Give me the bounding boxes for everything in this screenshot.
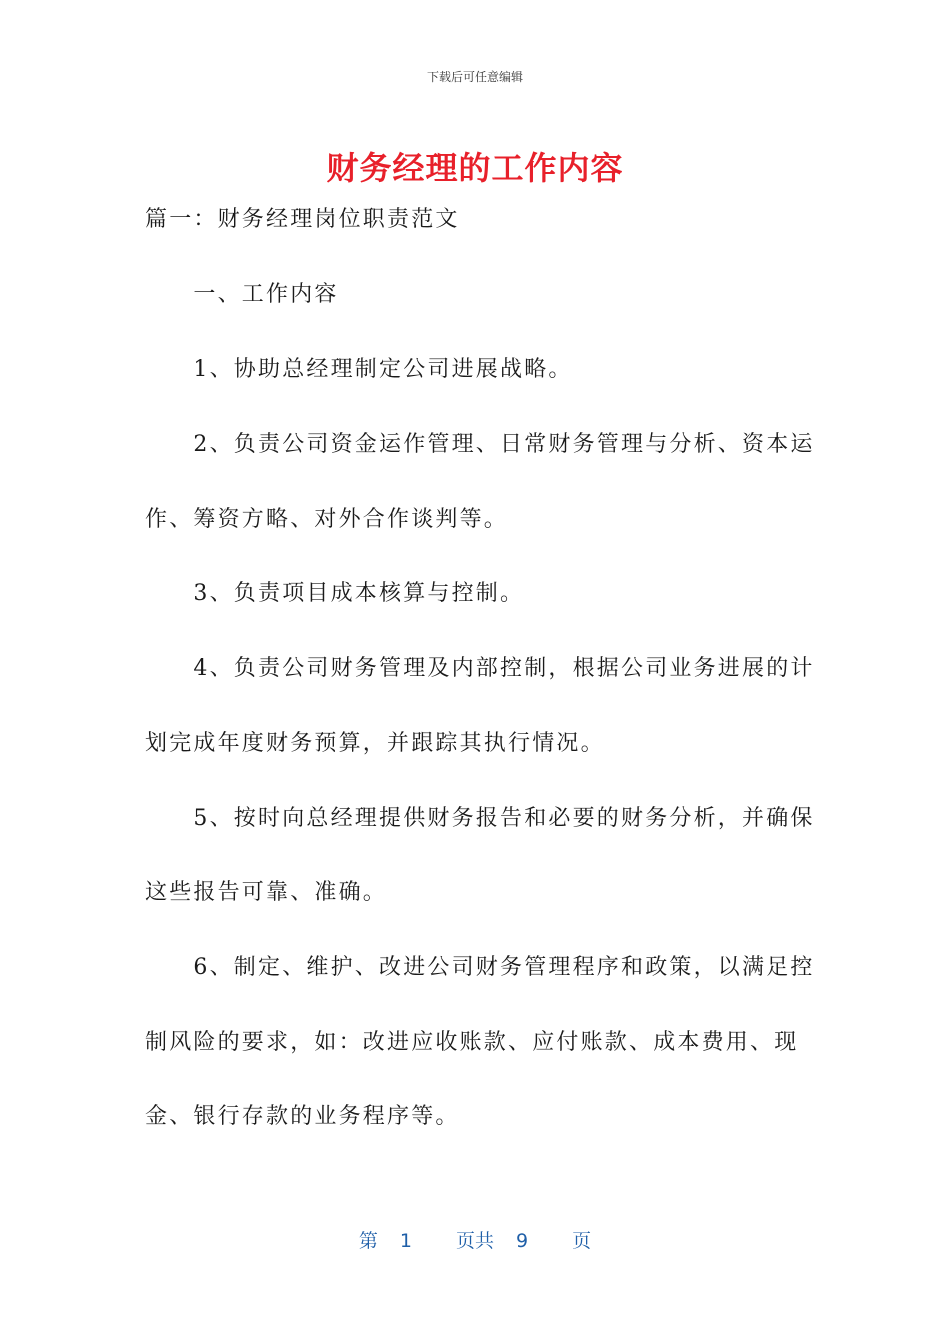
paragraph-line: 2、负责公司资金运作管理、日常财务管理与分析、资本运: [145, 432, 815, 457]
section-heading: 篇一：财务经理岗位职责范文: [145, 207, 460, 232]
paragraph-line: 3、负责项目成本核算与控制。: [145, 581, 525, 606]
page-footer: [0, 1226, 950, 1253]
total-pages: 9: [516, 1230, 529, 1252]
paragraph-line: 6、制定、维护、改进公司财务管理程序和政策，以满足控: [145, 955, 815, 980]
page-label-suffix: 页: [572, 1230, 592, 1252]
page-number: 1: [399, 1230, 412, 1252]
document-title: 财务经理的工作内容: [326, 149, 624, 187]
paragraph-line: 金、银行存款的业务程序等。: [145, 1104, 460, 1129]
paragraph-line: 5、按时向总经理提供财务报告和必要的财务分析，并确保: [145, 806, 815, 831]
header-note: 下载后可任意编辑: [426, 70, 523, 84]
paragraph-line: 一、工作内容: [145, 282, 339, 307]
paragraph-line: 1、协助总经理制定公司进展战略。: [145, 357, 573, 382]
page-label-mid: 页共: [455, 1230, 494, 1252]
page-label-prefix: 第: [358, 1230, 378, 1252]
paragraph-line: 划完成年度财务预算，并跟踪其执行情况。: [145, 731, 605, 756]
paragraph-line: 制风险的要求，如：改进应收账款、应付账款、成本费用、现: [145, 1030, 799, 1055]
paragraph-line: 4、负责公司财务管理及内部控制，根据公司业务进展的计: [145, 656, 815, 681]
paragraph-line: 作、筹资方略、对外合作谈判等。: [145, 507, 509, 532]
paragraph-line: 这些报告可靠、准确。: [145, 880, 388, 905]
